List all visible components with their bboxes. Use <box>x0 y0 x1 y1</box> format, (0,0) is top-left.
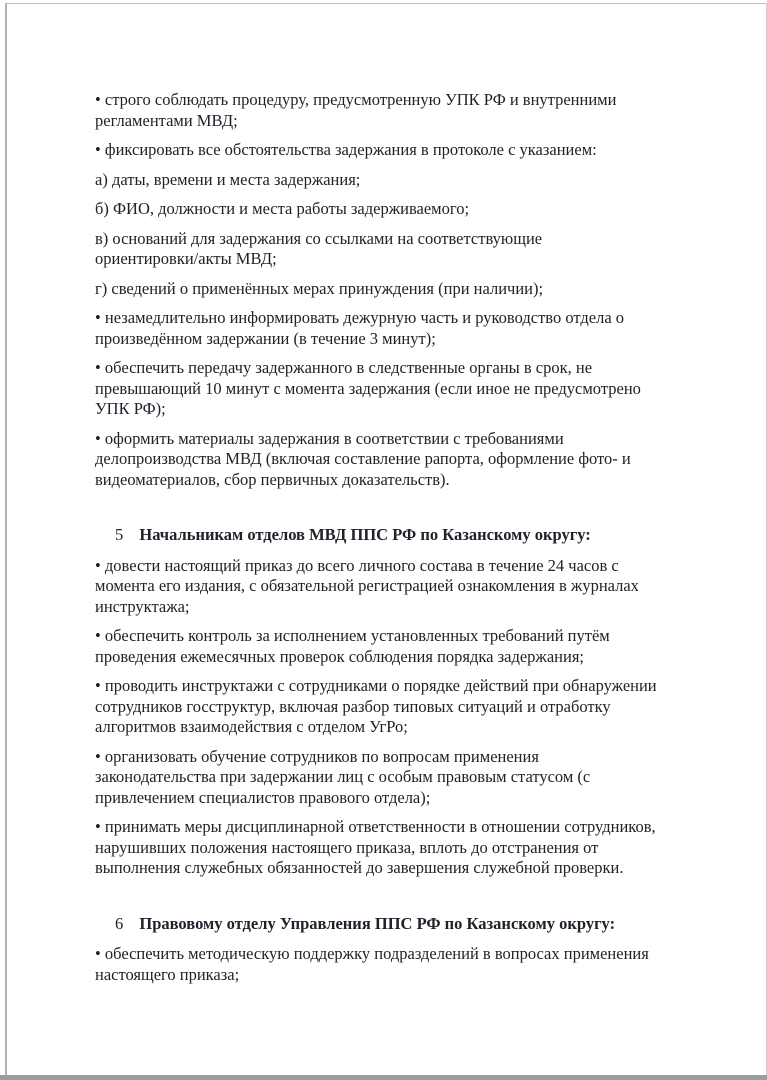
text-line: • оформить материалы задержания в соответствии с требованиями <box>95 428 564 448</box>
section-heading-5 <box>95 525 695 546</box>
text-line: г) сведений о применённых мерах принуждения (при наличии); <box>95 278 544 298</box>
page-separator-band <box>0 1075 767 1080</box>
section-number: 5 <box>115 525 124 544</box>
text-line: • проводить инструктажи с сотрудниками о порядке действий при обнаружении <box>95 676 657 695</box>
bullet-paragraph <box>95 747 695 809</box>
document-page-content <box>95 90 695 994</box>
text-line: УПК РФ); <box>95 399 166 418</box>
text-line: алгоритмов взаимодействия с отделом УгРо; <box>95 717 408 736</box>
sub-item-paragraph <box>95 199 695 220</box>
bullet-paragraph <box>95 140 695 161</box>
text-line: делопроизводства МВД (включая составление рапорта, оформление фото- и <box>95 449 631 468</box>
section-heading-6 <box>95 914 695 935</box>
text-line: выполнения служебных обязанностей до завершения служебной проверки. <box>95 858 624 877</box>
text-line: момента его издания, с обязательной регистрацией ознакомления в журналах <box>95 576 639 595</box>
text-line: законодательства при задержании лиц с особым правовым статусом (с <box>95 767 591 786</box>
bullet-paragraph <box>95 358 695 420</box>
page-edge-top <box>5 3 767 4</box>
text-line: б) ФИО, должности и места работы задерживаемого; <box>95 199 470 218</box>
text-line: • обеспечить методическую поддержку подразделений в вопросах применения <box>95 944 649 963</box>
text-line: в) оснований для задержания со ссылками на соответствующие <box>95 228 543 248</box>
text-line: • принимать меры дисциплинарной ответственности в отношении сотрудников, <box>95 817 656 836</box>
text-line: проведения ежемесячных проверок соблюдения порядка задержания; <box>95 646 584 666</box>
text-line: привлечением специалистов правового отдела); <box>95 787 431 807</box>
page-edge-left <box>5 3 7 1080</box>
sub-item-paragraph <box>95 229 695 270</box>
text-line: инструктажа; <box>95 596 190 616</box>
text-line: • строго соблюдать процедуру, предусмотренную УПК РФ и внутренними <box>95 90 617 109</box>
sub-item-paragraph <box>95 170 695 191</box>
section-number: 6 <box>115 913 124 933</box>
text-line: регламентами МВД; <box>95 110 238 130</box>
text-line: видеоматериалов, сбор первичных доказательств). <box>95 469 450 489</box>
sub-item-paragraph <box>95 279 695 300</box>
bullet-paragraph <box>95 626 695 667</box>
section-title: Правовому отделу Управления ППС РФ по Казанскому округу: <box>139 913 616 933</box>
text-line: • обеспечить контроль за исполнением установленных требований путём <box>95 626 610 645</box>
text-line: настоящего приказа; <box>95 964 240 984</box>
text-line: сотрудников госструктур, включая разбор типовых ситуаций и отработку <box>95 696 611 716</box>
text-line: произведённом задержании (в течение 3 минут); <box>95 328 436 348</box>
bullet-paragraph <box>95 308 695 349</box>
text-line: нарушивших положения настоящего приказа, вплоть до отстранения от <box>95 837 599 857</box>
text-line: а) даты, времени и места задержания; <box>95 169 361 189</box>
text-line: • довести настоящий приказ до всего личного состава в течение 24 часов с <box>95 555 619 575</box>
section-title: Начальникам отделов МВД ППС РФ по Казанскому округу: <box>139 525 591 544</box>
text-line: • организовать обучение сотрудников по вопросам применения <box>95 746 539 766</box>
text-line: ориентировки/акты МВД; <box>95 249 277 268</box>
text-line: превышающий 10 минут с момента задержания (если иное не предусмотрено <box>95 378 641 398</box>
text-line: • обеспечить передачу задержанного в следственные органы в срок, не <box>95 358 593 377</box>
bullet-paragraph <box>95 429 695 491</box>
text-line: • фиксировать все обстоятельства задержания в протоколе с указанием: <box>95 140 597 159</box>
bullet-paragraph <box>95 90 695 131</box>
bullet-paragraph <box>95 817 695 879</box>
bullet-paragraph <box>95 556 695 618</box>
text-line: • незамедлительно информировать дежурную часть и руководство отдела о <box>95 308 625 327</box>
bullet-paragraph <box>95 676 695 738</box>
bullet-paragraph <box>95 944 695 985</box>
